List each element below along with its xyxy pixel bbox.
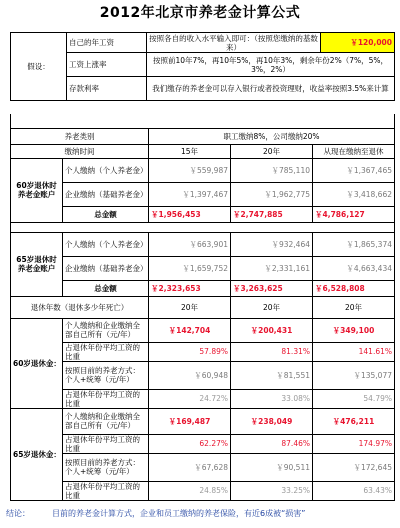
pension65-current: 按照目前的养老方式：个人+统筹（元/年） [63,453,149,481]
cell: ￥1,397,467 [149,182,231,206]
cell: ￥1,865,374 [313,232,395,256]
cell: ￥663,901 [149,232,231,256]
cell: ￥2,331,161 [231,256,313,280]
cell: 33.25% [231,481,313,500]
cell: ￥2,747,885 [231,206,313,222]
cell: 141.61% [313,342,395,361]
cell: 20年 [313,296,395,318]
account60-personal: 个人缴纳（个人养老金） [63,158,149,182]
cell: ￥1,367,465 [313,158,395,182]
assumptions-label: 假设： [11,33,67,101]
cell: ￥4,786,127 [313,206,395,222]
pension60-full: 个人缴纳和企业缴纳全部自己所有（元/年） [63,318,149,342]
pension60-label: 60岁退休金： [11,318,63,408]
salary-input[interactable]: ￥120,000 [321,33,395,53]
account65-enterprise: 企业缴纳（基础养老金） [63,256,149,280]
cell: ￥1,962,775 [231,182,313,206]
cell: 62.27% [149,434,231,453]
account65-total: 总金额 [63,280,149,296]
cell: ￥785,110 [231,158,313,182]
spacer-row [11,222,395,232]
cell: ￥4,663,434 [313,256,395,280]
pension65-current-ratio: 占退休年份平均工资的比重 [63,481,149,500]
cell: 57.89% [149,342,231,361]
pension60-current-ratio: 占退休年份平均工资的比重 [63,389,149,408]
cell: ￥349,100 [313,318,395,342]
salary-desc: 按照各自的收入水平输入即可：（按照您缴纳的基数来） [147,33,321,53]
cell: 24.85% [149,481,231,500]
raise-label: 工资上涨率 [67,53,147,77]
cell: 33.08% [231,389,313,408]
interest-desc: 我们缴存的养老金可以存入银行或者投资理财，收益率按照3.5%来计算 [147,77,395,101]
pension65-full-ratio: 占退休年份平均工资的比重 [63,434,149,453]
cell: 81.31% [231,342,313,361]
raise-desc: 按照前10年7%，再10年5%，再10年3%，剩余年份2%（7%，5%，3%，2%） [147,53,395,77]
cell: ￥67,628 [149,453,231,481]
account65-label: 65岁退休时养老金账户 [11,232,63,296]
cell: ￥559,987 [149,158,231,182]
pension65-label: 65岁退休金： [11,408,63,500]
cell: ￥60,948 [149,361,231,389]
years-label: 缴纳时间 [11,144,149,158]
salary-label: 自己的年工资 [67,33,147,53]
year-full: 从现在缴纳至退休 [313,144,395,158]
cell: ￥6,528,808 [313,280,395,296]
cell: 24.72% [149,389,231,408]
years-after-label: 退休年数（退休多少年死亡） [11,296,149,318]
cell: 174.97% [313,434,395,453]
cell: ￥169,487 [149,408,231,434]
cell: 20年 [149,296,231,318]
pension65-full: 个人缴纳和企业缴纳全部自己所有（元/年） [63,408,149,434]
cell: ￥932,464 [231,232,313,256]
conclusion-label: 结论： [6,509,30,518]
cell: ￥1,956,453 [149,206,231,222]
pension60-full-ratio: 占退休年份平均工资的比重 [63,342,149,361]
cell: ￥142,704 [149,318,231,342]
cell: ￥3,263,625 [231,280,313,296]
year-15: 15年 [149,144,231,158]
cell: ￥81,551 [231,361,313,389]
cell: 20年 [231,296,313,318]
pension60-current: 按照目前的养老方式：个人+统筹（元/年） [63,361,149,389]
type-label: 养老类别 [11,128,149,144]
cell: ￥3,418,662 [313,182,395,206]
cell: ￥200,431 [231,318,313,342]
cell: ￥238,049 [231,408,313,434]
cell: ￥172,645 [313,453,395,481]
conclusion-text: 目前的养老金计算方式，企业和员工缴纳的养老保险，有近6成被“损害” [52,509,306,518]
cell: ￥476,211 [313,408,395,434]
year-20: 20年 [231,144,313,158]
page-title: 2012年北京市养老金计算公式 [99,5,301,21]
cell: 87.46% [231,434,313,453]
account65-personal: 个人缴纳（个人养老金） [63,232,149,256]
assumptions-table [10,32,395,101]
type-value: 职工缴纳8%，公司缴纳20% [149,128,395,144]
cell: 63.43% [313,481,395,500]
account60-total: 总金额 [63,206,149,222]
account60-label: 60岁退休时养老金账户 [11,158,63,222]
conclusion [6,508,396,519]
cell: ￥135,077 [313,361,395,389]
cell: 54.79% [313,389,395,408]
cell: ￥2,323,653 [149,280,231,296]
interest-label: 存款利率 [67,77,147,101]
pension-table [10,114,395,501]
spacer-row [11,114,395,128]
cell: ￥1,659,752 [149,256,231,280]
account60-enterprise: 企业缴纳（基础养老金） [63,182,149,206]
cell: ￥90,511 [231,453,313,481]
